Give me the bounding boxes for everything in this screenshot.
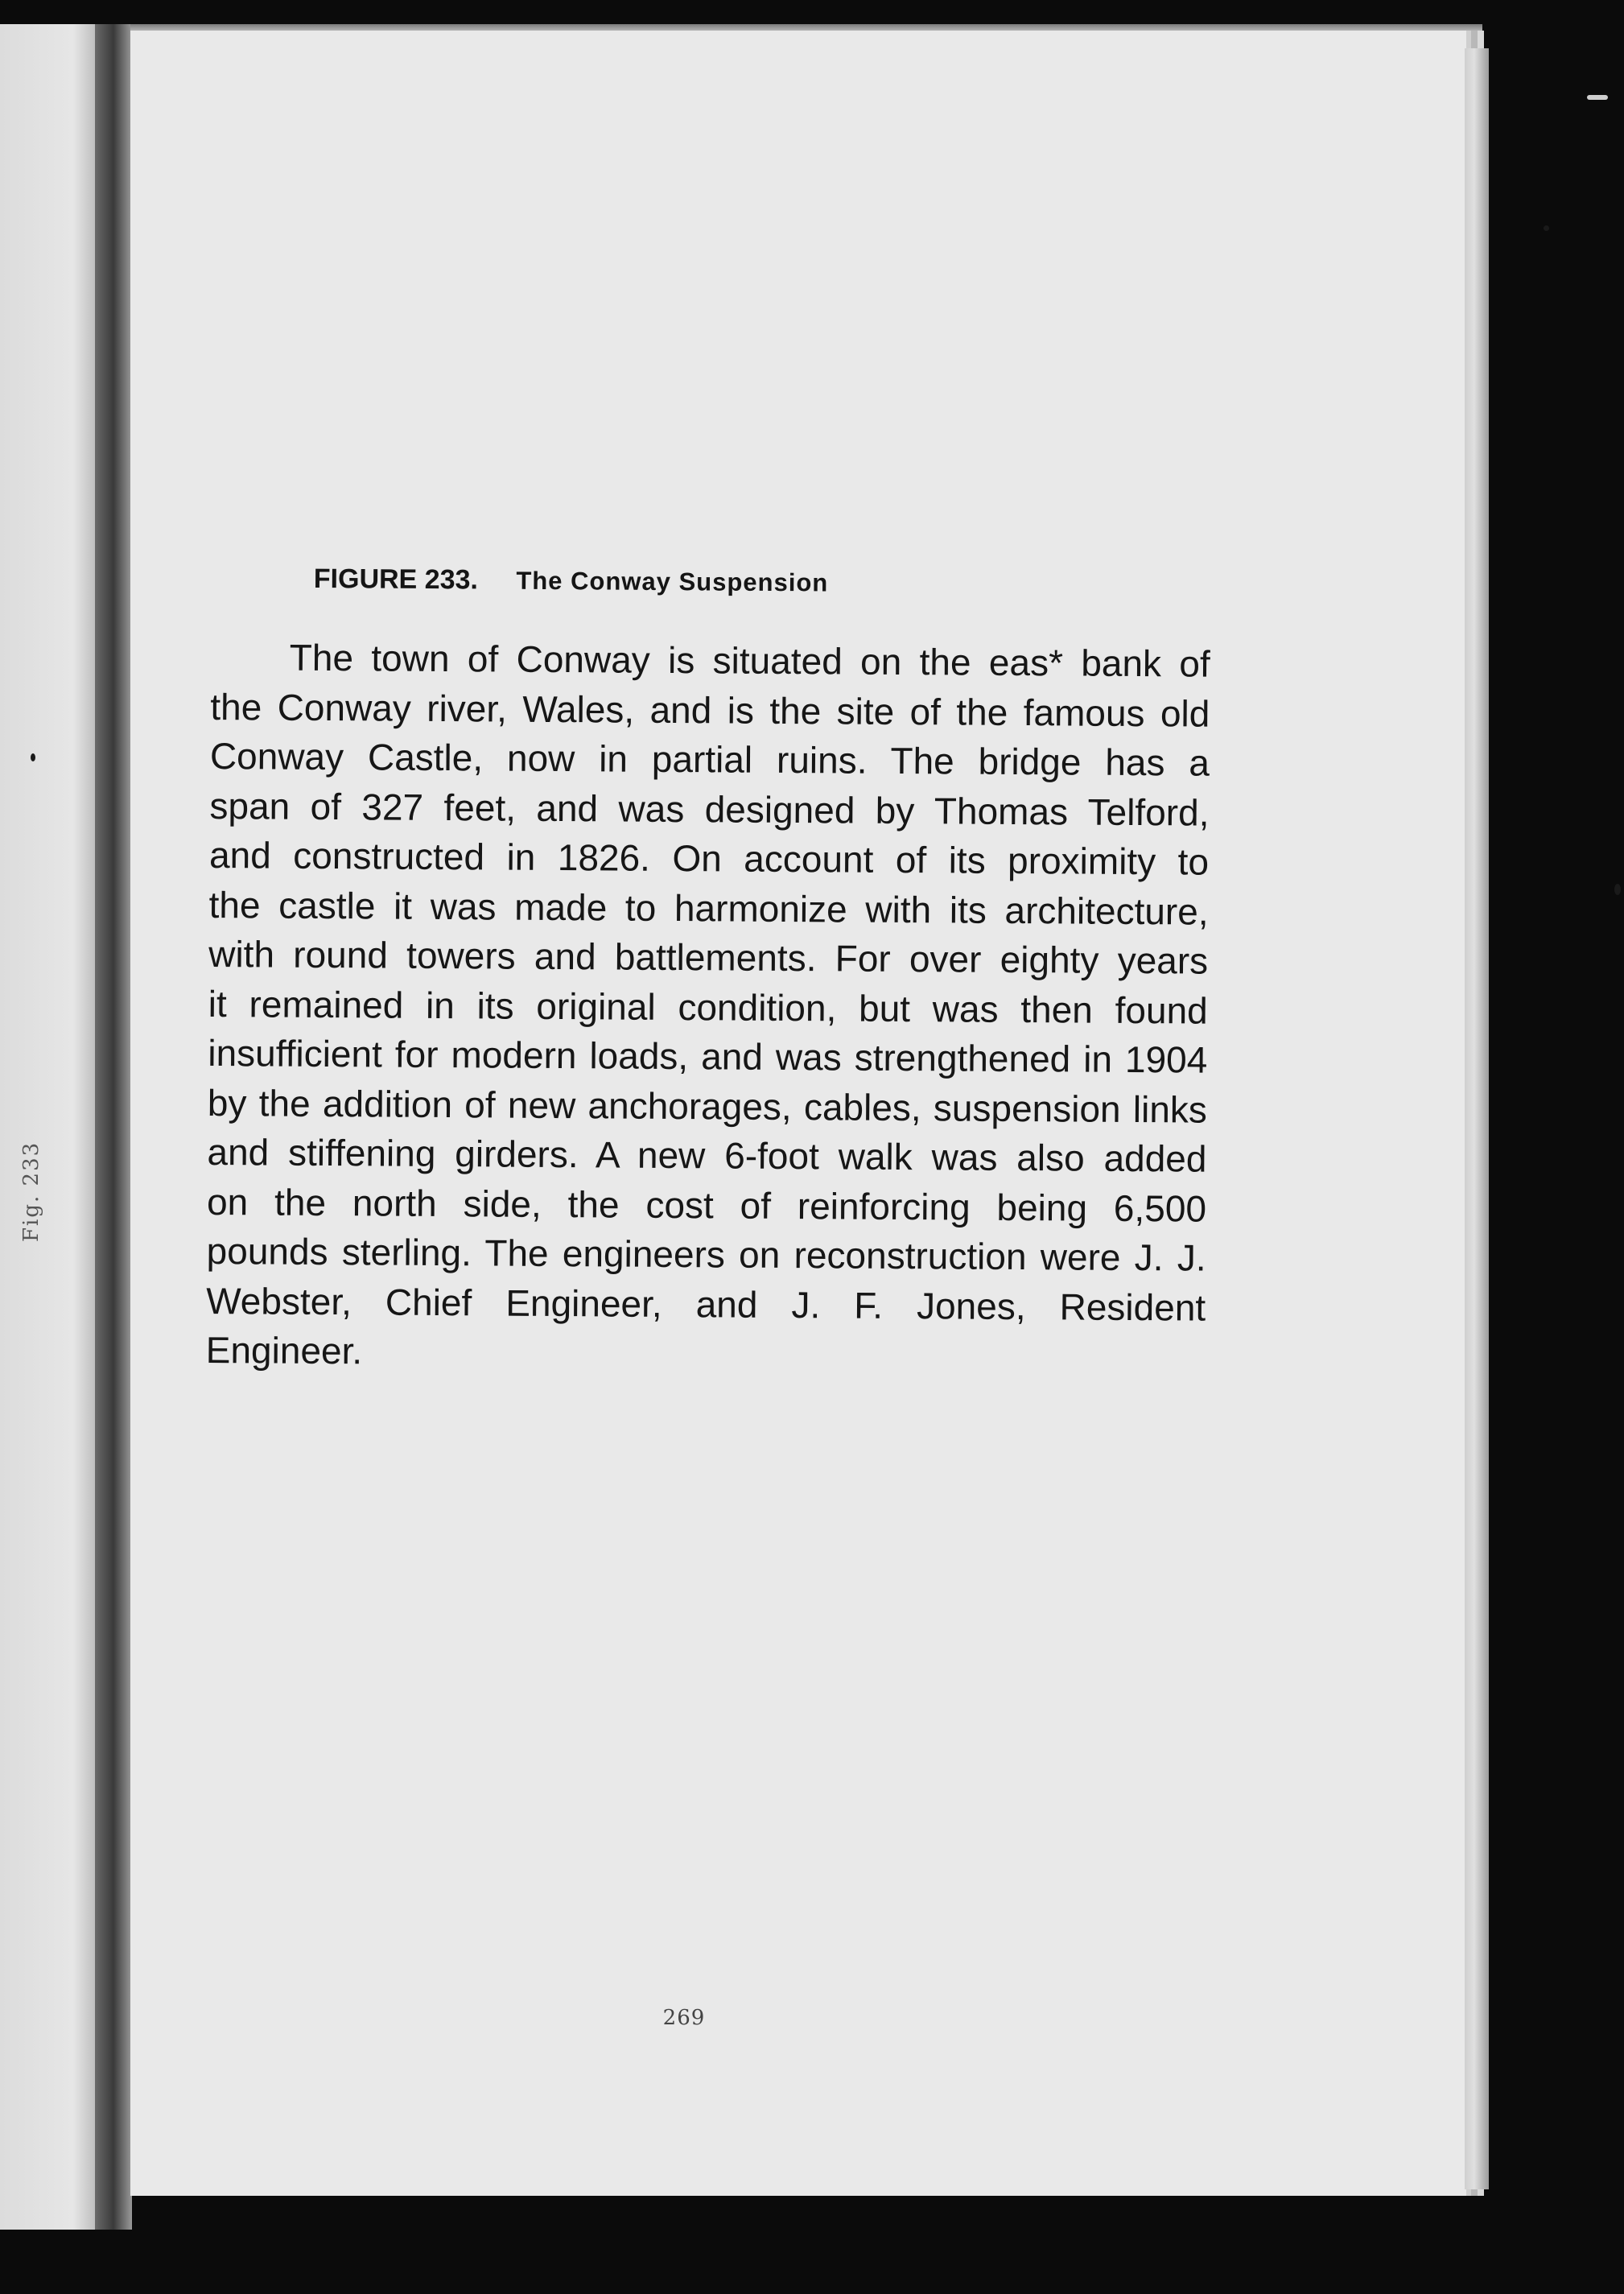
text-line: and constructed in 1826. On account of its proximity to — [208, 833, 1210, 883]
figure-label: FIGURE 233. — [313, 563, 479, 596]
body-paragraph — [206, 633, 1210, 1382]
text-line: Engineer. — [205, 1328, 363, 1372]
text-line: insufficient for modern loads, and was strengthened in 1904 — [208, 1031, 1208, 1081]
text-line: Webster, Chief Engineer, and J. F. Jones, Resident — [206, 1279, 1206, 1329]
text-line: it remained in its original condition, but was then found — [208, 982, 1208, 1032]
scan-speck — [1587, 95, 1608, 100]
facing-page-edge — [0, 24, 105, 2230]
scan-speck — [1544, 225, 1549, 231]
page-stack-edge — [1465, 48, 1489, 2189]
text-line: by the addition of new anchorages, cables, suspension links — [207, 1081, 1208, 1131]
scan-speck — [31, 753, 35, 761]
figure-heading — [314, 563, 1119, 600]
text-line: Conway Castle, now in partial ruins. The bridge has a — [209, 734, 1210, 784]
figure-title: The Conway Suspension — [516, 566, 829, 597]
text-line: and stiffening girders. A new 6-foot walk was also added — [207, 1130, 1207, 1180]
text-line: the Conway river, Wales, and is the site of the famous old — [210, 685, 1210, 735]
text-line: the castle it was made to harmonize with its architecture, — [208, 883, 1209, 933]
page-number: 269 — [662, 2006, 706, 2030]
text-line: span of 327 feet, and was designed by Thomas Telford, — [209, 784, 1210, 834]
gutter-shadow — [95, 24, 132, 2230]
text-line: with round towers and battlements. For over eighty years — [208, 932, 1209, 982]
text-line: The town of Conway is situated on the eas* bank of — [289, 636, 1210, 685]
scan-speck — [1614, 884, 1621, 895]
text-line: pounds sterling. The engineers on reconstruction were J. J. — [206, 1229, 1206, 1279]
text-line: on the north side, the cost of reinforcing being 6,500 — [206, 1180, 1207, 1230]
side-caption: Fig. 233 — [19, 1141, 43, 1242]
